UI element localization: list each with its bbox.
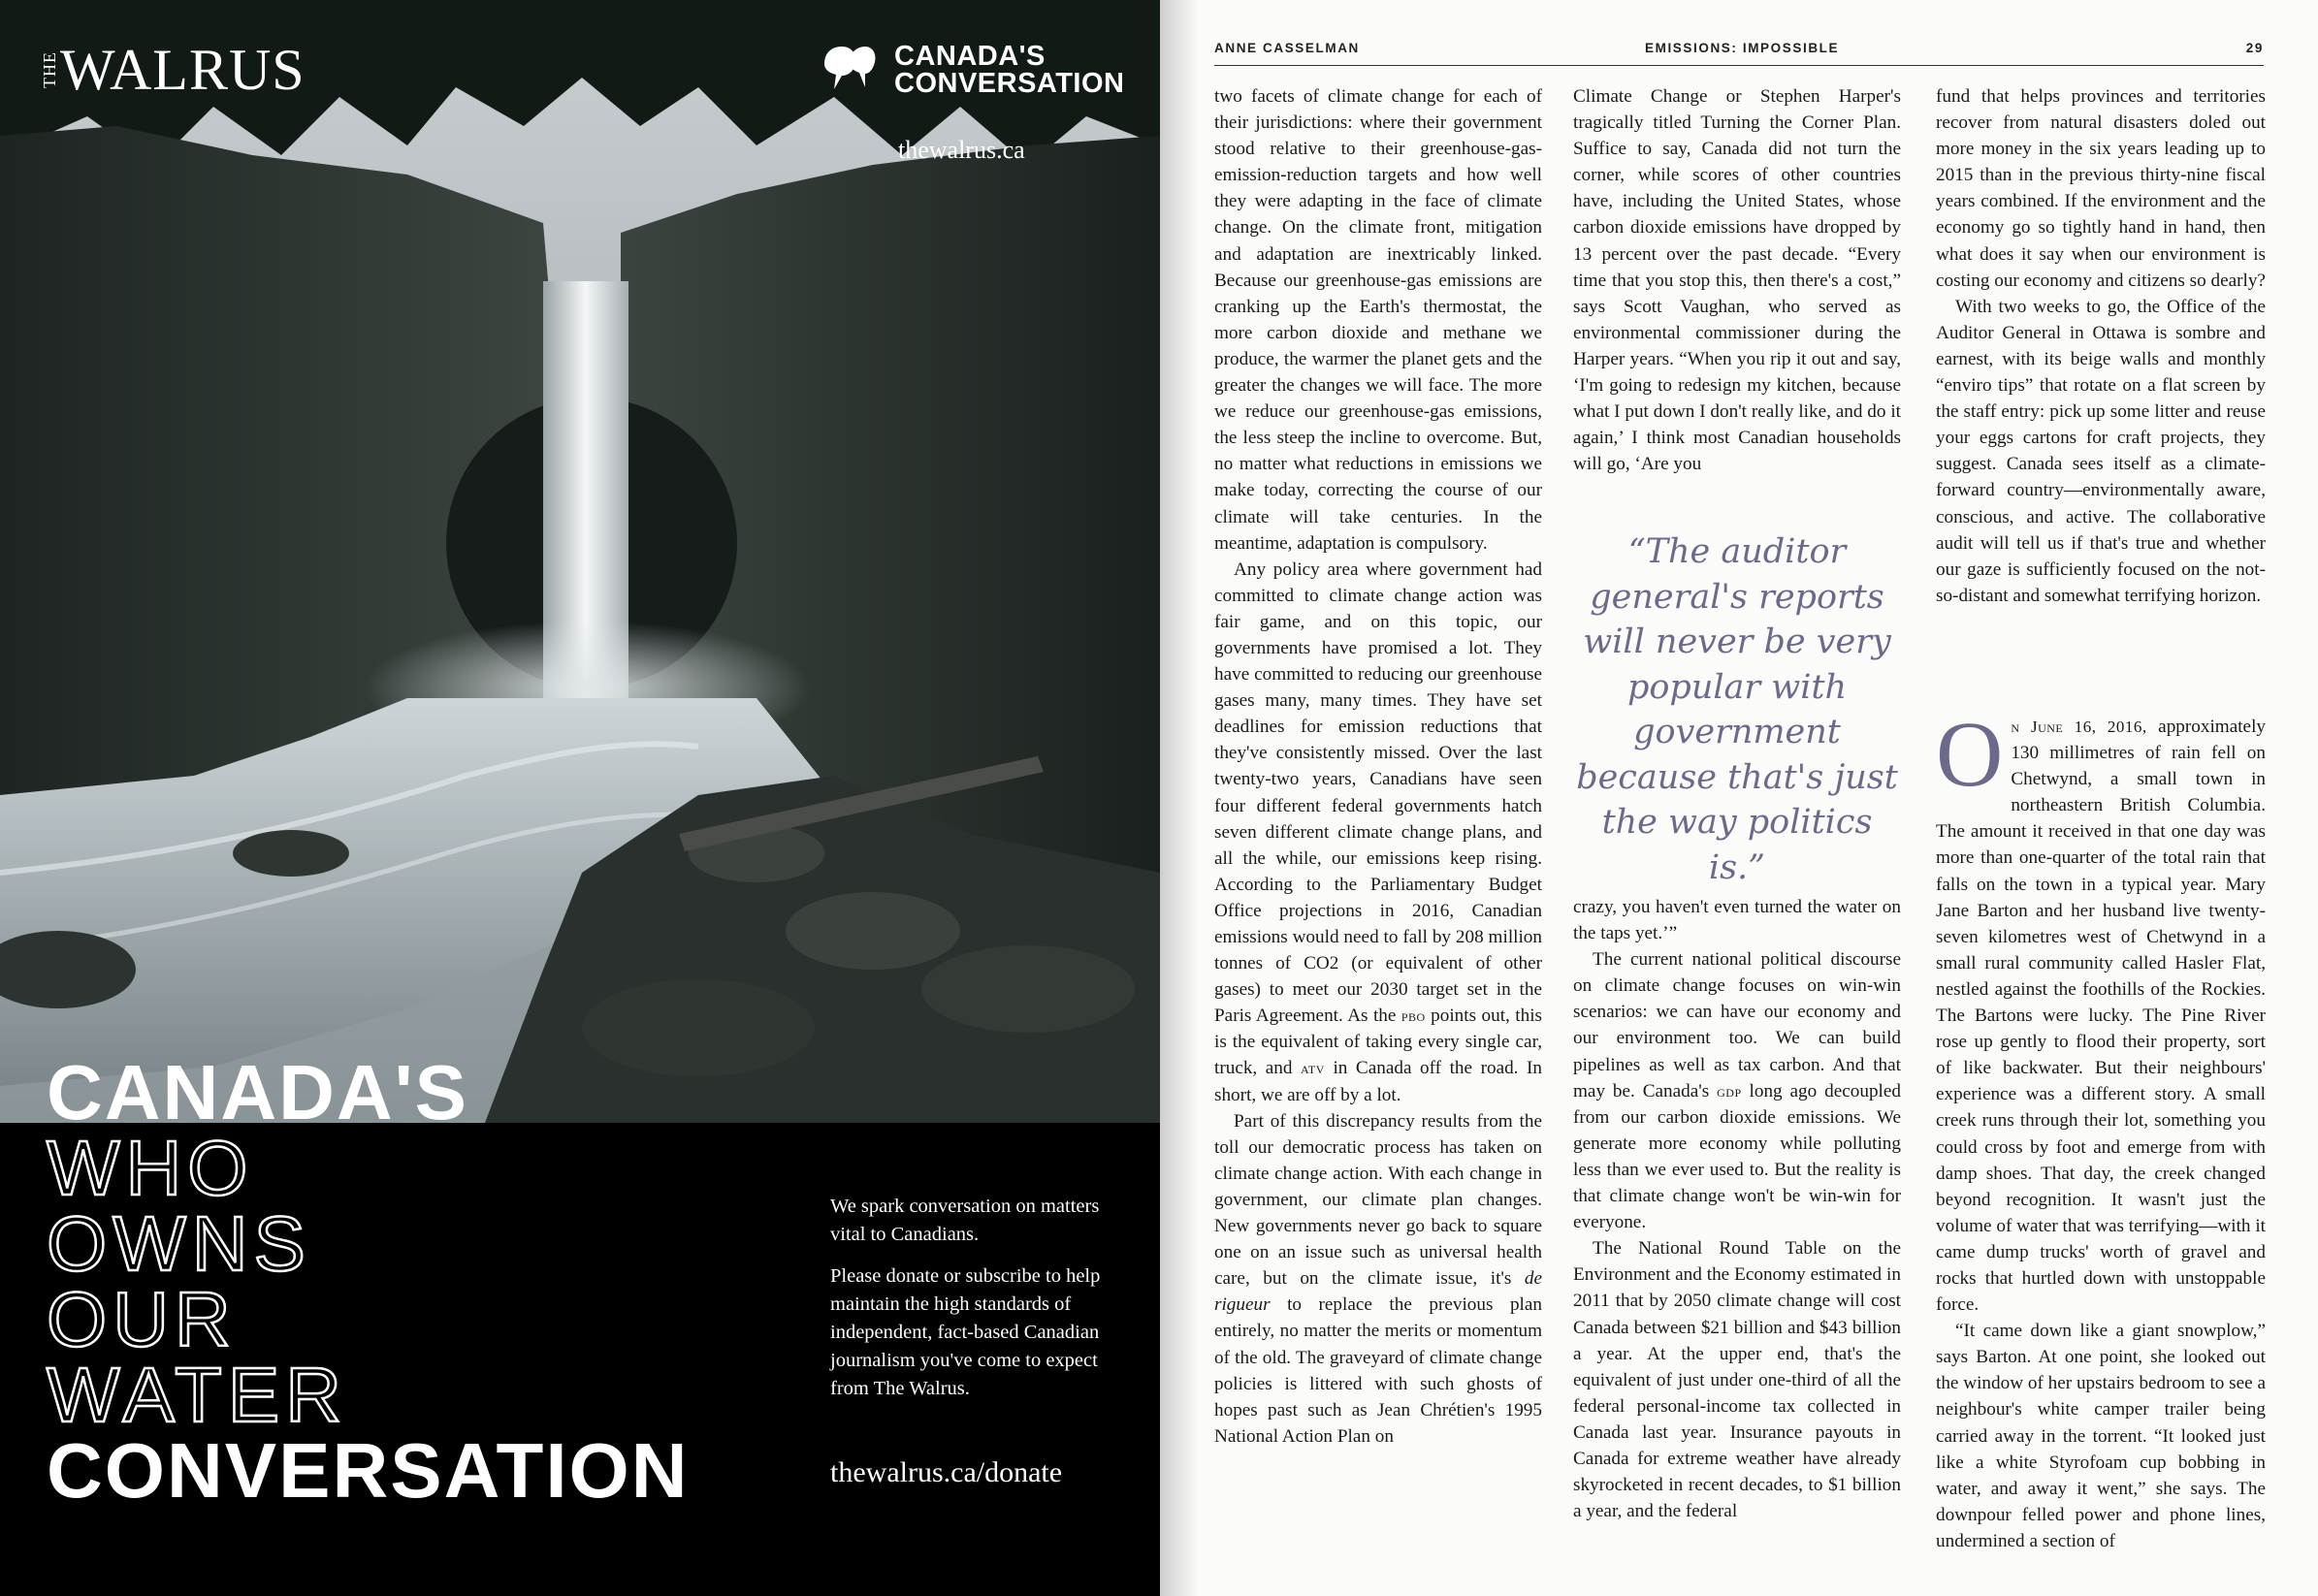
headline-line4: OUR: [47, 1276, 237, 1362]
col3-paragraph-2: With two weeks to go, the Office of the Auditor General in Ottawa is sombre and earnest, with its beige walls and monthly “enviro tips” that rotate on a flat screen by the staff entry: pick up some litter and reuse your eggs cartons for craft projects, they suggest. Canada sees itself as a climate-forward country—environmentally aware, conscious, and active. The collaborative audit will tell us if that's true and whether our gaze is sufficiently focused on the not-so-distant and somewhat terrifying horizon.: [1936, 296, 2266, 606]
col2-paragraph-2: crazy, you haven't even turned the water on the taps yet.’”: [1573, 897, 1901, 944]
running-head: [1214, 37, 2264, 66]
walrus-logo-the: THE: [40, 51, 59, 88]
col3-paragraph-4: “It came down like a giant snowplow,” says Barton. At one point, she looked out the window of her upstairs bedroom to see a neighbour's white camper trailer being carried away in the torrent. “It looked just like a white Styrofoam cup bobbing in water, and away it went,” she says. The downpour felled power and phone lines, undermined a section of: [1936, 1321, 2266, 1551]
ad-copy-p2: Please donate or subscribe to help maintain the high standards of independent, fact-based Canadian journalism you've come to expect from The Walrus.: [830, 1265, 1101, 1399]
headline-line1: CANADA'S: [47, 1049, 469, 1135]
ad-copy: [830, 1193, 1121, 1417]
article-column-2-lower: [1573, 894, 1901, 1524]
article-column-2: [1573, 83, 1901, 477]
article-page: [1160, 0, 2318, 1596]
col2-p3-text-b: long ago decoupled from our carbon dioxide emissions. We generate more economy while polluting less than we ever used to. But the reality is that climate change won't be win-win for everyone.: [1573, 1080, 1901, 1233]
col1-p2-text-b: points out, this is the equivalent of taking every single car, truck, and: [1214, 1005, 1543, 1079]
col1-p3-text-b: to replace the previous plan entirely, no matter the merits or momentum of the old. The graveyard of climate change policies is littered with such ghosts of hopes past such as Jean Chrétien's 1995 National Action Plan on: [1214, 1294, 1542, 1447]
walrus-logo[interactable]: [40, 38, 306, 102]
col1-p3-italic: de rigueur: [1214, 1268, 1543, 1316]
col3-paragraph-3: [1936, 702, 2266, 1318]
col2-paragraph-4: The National Round Table on the Environment and the Economy estimated in 2011 that by 2050 climate change will cost Canada between $21 billion and $43 billion a year. At the upper end, that's the equivalent of just under one-third of all the federal personal-income tax collected in Canada last year. Insurance payouts in Canada for extreme weather have already skyrocketed in recent decades, to $1 billion a year, and the federal: [1573, 1238, 1901, 1522]
running-head-author: ANNE CASSELMAN: [1214, 41, 1360, 55]
running-head-title: EMISSIONS: IMPOSSIBLE: [1645, 41, 1840, 55]
article-column-3-lower: [1936, 702, 2266, 1554]
ad-url-top[interactable]: thewalrus.ca: [898, 136, 1025, 164]
col1-paragraph-3: [1214, 1108, 1542, 1450]
col2-paragraph-3: [1573, 946, 1901, 1235]
drop-cap: O: [1936, 702, 2004, 806]
headline-line5: WATER: [47, 1352, 347, 1438]
col1-p2-text-c: in Canada off the road. In short, we are off by a lot.: [1214, 1058, 1543, 1105]
headline-line6: CONVERSATION: [47, 1427, 690, 1514]
headline-line2: WHO: [47, 1125, 254, 1211]
col2-p3-text: The current national political discourse on climate change focuses on win-win scenarios: we can have our economy and our environment too. We can build pipelines as well as tax carbon. And that may be. Canada's: [1573, 949, 1901, 1101]
col1-p2-text: Any policy area where government had committed to climate change action was fair game, and on this topic, our governments have promised a lot. They have committed to reducing our greenhouse gases many, many times. They have set deadlines for emission reductions that they've consistently missed. Over the last twenty-two years, Canadians have seen four different federal governments hatch seven different climate change plans, and all the while, our emissions keep rising. According to the Parliamentary Budget Office projections in 2016, Canadian emissions would need to fall by 208 million tonnes of CO2 (or equivalent of other gases) to meet our 2030 target set in the Paris Agreement. As the: [1214, 559, 1542, 1027]
ad-donate-link[interactable]: thewalrus.ca/donate: [830, 1456, 1063, 1488]
ad-copy-p1: We spark conversation on matters vital to Canadians.: [830, 1196, 1100, 1245]
pull-quote: “The auditor general's reports will never be very popular with government because that's just the way politics is.”: [1576, 532, 1898, 887]
article-column-3: [1936, 83, 2266, 609]
page-number: 29: [2245, 41, 2264, 55]
headline-line3: OWNS: [47, 1200, 311, 1287]
col1-paragraph-2: [1214, 557, 1542, 1108]
col1-p2-pbo: pbo: [1400, 1006, 1426, 1026]
col3-paragraph-1: fund that helps provinces and territories recover from natural disasters doled out more money in the six years leading up to 2015 than in the previous thirty-nine fiscal years combined. If the environment and the economy go so tightly hand in hand, then what does it say when our environment is costing our economy and citizens so dearly?: [1936, 86, 2266, 291]
col2-p3-gdp: gdp: [1717, 1081, 1742, 1101]
waterfall-photo: [0, 0, 1160, 1123]
ad-headline: [47, 1049, 690, 1514]
col3-p3-lead: n June 16, 2016,: [2011, 718, 2147, 736]
cc-logo-line1: CANADA'S: [894, 41, 1046, 72]
article-column-1: [1214, 83, 1542, 1450]
col1-p3-text-a: Part of this discrepancy results from the toll our democratic process has taken on climate change action. With each change in government, our climate plan changes. New governments never go back to square one on an issue such as universal health care, but on the climate issue, it's: [1214, 1110, 1542, 1290]
cc-logo-line2: CONVERSATION: [894, 68, 1125, 99]
col2-paragraph-1: Climate Change or Stephen Harper's tragically titled Turning the Corner Plan. Suffice to say, Canada did not turn the corner, while scores of other countries have, including the United States, whose carbon dioxide emissions have dropped by 13 percent over the past decade. “Every time that you stop this, then there's a cost,” says Scott Vaughan, who served as environmental commissioner during the Harper years. “When you rip it out and say, ‘I'm going to redesign my kitchen, because what I put down I don't really like, and do it again,’ I think most Canadian households will go, ‘Are you: [1573, 86, 1901, 475]
canadas-conversation-logo[interactable]: [821, 43, 1124, 97]
col1-p2-atv: atv: [1301, 1059, 1325, 1078]
speech-bubbles-icon: [821, 43, 879, 97]
walrus-logo-name: WALRUS: [60, 38, 306, 102]
col1-paragraph-1: two facets of climate change for each of their jurisdictions: where their government stood relative to their greenhouse-gas-emission-reduction targets and how well they were adapting in the face of climate change. On the climate front, mitigation and adaptation are inextricably linked. Because our greenhouse-gas emissions are cranking up the Earth's thermostat, the more carbon dioxide and methane we produce, the warmer the planet gets and the greater the changes we will face. The more we reduce our greenhouse-gas emissions, the less steep the incline to overcome. But, no matter what reductions in emissions we make today, correcting the course of our climate will take centuries. In the meantime, adaptation is compulsory.: [1214, 86, 1542, 554]
col3-p3-text: approximately 130 millimetres of rain fell on Chetwynd, a small town in northeastern British Columbia. The amount it received in that one day was more than one-quarter of the total rain that falls on the town in a typical year. Mary Jane Barton and her husband live twenty-seven kilometres west of Chetwynd in a small rural community called Hasler Flat, nestled against the foothills of the Rockies. The Bartons were lucky. The Pine River rose up gently to flood their property, sort of like backwater. But their neighbours' experience was a different story. A small creek runs through their lot, something you could cross by foot and emerge from with damp shoes. That day, the creek changed beyond recognition. It wasn't just the volume of water that was terrifying—with it came dump trucks' worth of gravel and rocks that hurtled down with unstoppable force.: [1936, 717, 2266, 1316]
